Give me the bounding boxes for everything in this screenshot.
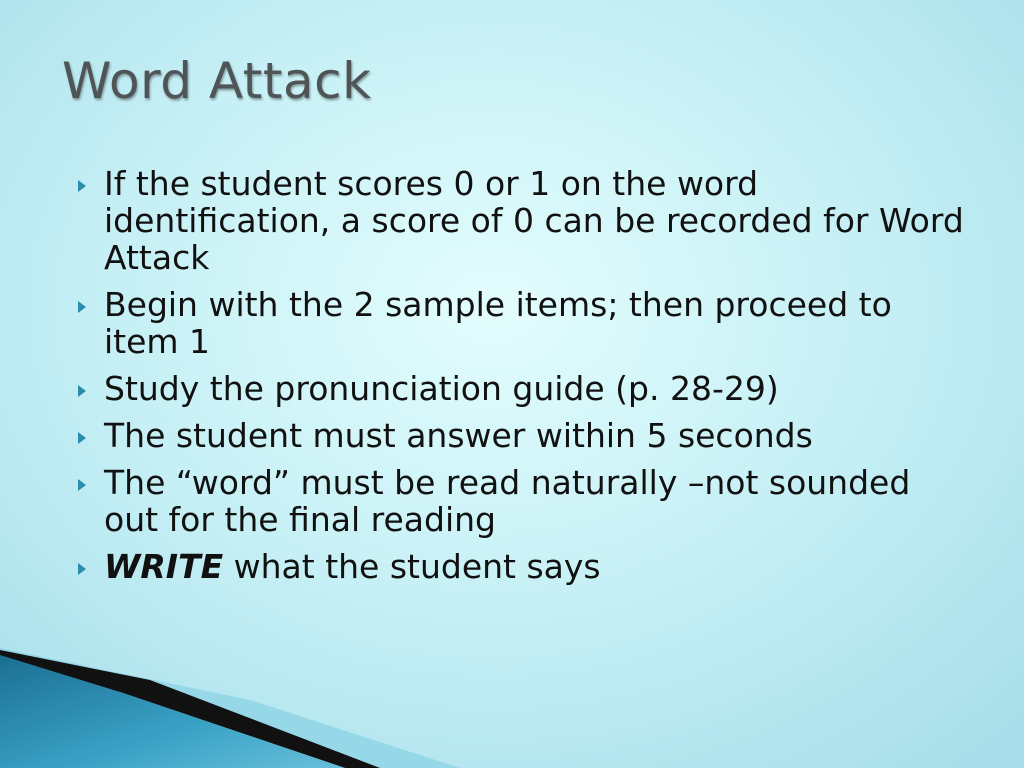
bullet-item [72,417,972,454]
bullet-item [72,464,972,538]
triangle-right-icon [78,479,86,491]
bullet-item [72,165,972,276]
bullet-item [72,286,972,360]
triangle-right-icon [78,385,86,397]
corner-black-stripe [0,650,380,768]
bullet-list [72,165,972,595]
bullet-text: what the student says [223,547,601,586]
bullet-text: If the student scores 0 or 1 on the word identification, a score of 0 can be recorded for Word Attack [104,164,964,277]
corner-blue-wedge [0,655,345,768]
bullet-text: Begin with the 2 sample items; then proceed to item 1 [104,285,892,361]
triangle-right-icon [78,432,86,444]
bullet-text: Study the pronunciation guide (p. 28-29) [104,369,779,408]
slide-title: Word Attack [62,52,372,110]
bullet-item [72,548,972,585]
triangle-right-icon [78,180,86,192]
corner-light-band [0,648,460,768]
bullet-text: The student must answer within 5 seconds [104,416,813,455]
triangle-right-icon [78,563,86,575]
triangle-right-icon [78,301,86,313]
bullet-emphasis: WRITE [104,547,224,586]
bullet-item [72,370,972,407]
bullet-text: The “word” must be read naturally –not sounded out for the final reading [104,463,911,539]
